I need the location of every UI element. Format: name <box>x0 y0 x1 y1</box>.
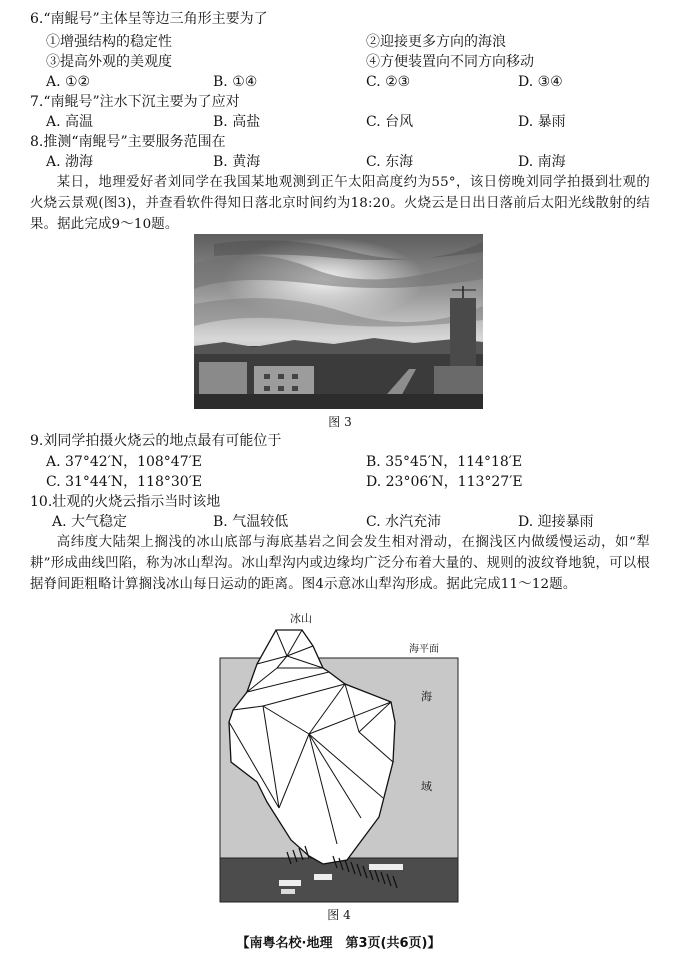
figure-3-photo <box>194 234 483 409</box>
q9-stem: 9.刘同学拍摄火烧云的地点最有可能位于 <box>30 433 282 449</box>
q8-choice-d: D. 南海 <box>518 154 566 170</box>
q7-choice-d: D. 暴雨 <box>518 114 566 130</box>
q9-choice-d: D. 23°06′N，113°27′E <box>366 474 523 490</box>
q8-stem: 8.推测“南鲲号”主要服务范围在 <box>30 134 226 150</box>
sea-level-label: 海平面 <box>409 644 439 655</box>
q8-choice-a: A. 渤海 <box>46 154 94 170</box>
q9-choice-a: A. 37°42′N，108°47′E <box>46 454 203 470</box>
figure-4-caption: 图 4 <box>327 908 351 922</box>
q10-choice-b: B. 气温较低 <box>213 514 289 530</box>
q7-choice-b: B. 高盐 <box>213 114 261 130</box>
q8-choice-b: B. 黄海 <box>213 154 261 170</box>
q6-option-4: ④方便装置向不同方向移动 <box>366 54 534 70</box>
passage-11-12: 高纬度大陆架上搁浅的冰山底部与海底基岩之间会发生相对滑动，在搁浅区内做缓慢运动，如“犁耕”形成曲线凹陷，称为冰山犁沟。冰山犁沟内或边缘均广泛分布着大量的、规则的波纹脊地貌，可以根据脊间距粗略计算搁浅冰山每日运动的距离。图4示意冰山犁沟形成。据此完成11～12题。 <box>30 535 650 592</box>
q7-choice-a: A. 高温 <box>46 114 94 130</box>
q6-stem: 6.“南鲲号”主体呈等边三角形主要为了 <box>30 11 268 27</box>
passage-9-10: 某日，地理爱好者刘同学在我国某地观测到正午太阳高度约为55°，该日傍晚刘同学拍摄到壮观的火烧云景观(图3)，并查看软件得知日落北京时间约为18:20。火烧云是日出日落前后太阳光线散射的结果。据此完成9～10题。 <box>30 175 650 232</box>
q6-choice-c: C. ②③ <box>366 74 411 90</box>
q6-option-3: ③提高外观的美观度 <box>46 54 172 70</box>
sea-label-1: 海 <box>421 690 432 703</box>
sea-label-2: 域 <box>421 780 432 793</box>
figure-3-caption: 图 3 <box>328 415 352 429</box>
q9-choice-b: B. 35°45′N，114°18′E <box>366 454 523 470</box>
q6-choice-b: B. ①④ <box>213 74 258 90</box>
q9-choice-c: C. 31°44′N，118°30′E <box>46 474 203 490</box>
q10-choice-d: D. 迎接暴雨 <box>518 514 594 530</box>
q7-stem: 7.“南鲲号”注水下沉主要为了应对 <box>30 94 240 110</box>
q6-option-1: ①增强结构的稳定性 <box>46 34 172 50</box>
q6-option-2: ②迎接更多方向的海浪 <box>366 34 506 50</box>
q7-choice-c: C. 台风 <box>366 114 414 130</box>
q10-choice-c: C. 水汽充沛 <box>366 514 442 530</box>
q10-stem: 10.壮观的火烧云指示当时该地 <box>30 494 221 510</box>
page-footer: 【南粤名校·地理 第3页(共6页)】 <box>236 936 441 951</box>
iceberg-label: 冰山 <box>290 612 312 625</box>
q6-choice-d: D. ③④ <box>518 74 563 90</box>
q10-choice-a: A. 大气稳定 <box>52 514 128 530</box>
figure-4-diagram <box>219 612 459 904</box>
q6-choice-a: A. ①② <box>46 74 91 90</box>
q8-choice-c: C. 东海 <box>366 154 414 170</box>
